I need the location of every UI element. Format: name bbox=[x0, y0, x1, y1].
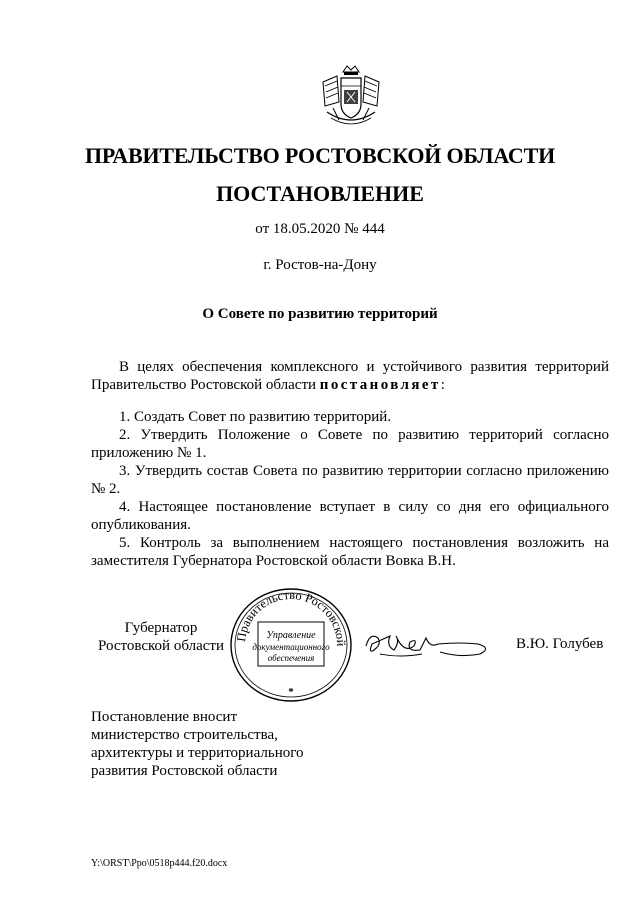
introducer-line: архитектуры и территориального bbox=[91, 745, 304, 761]
coat-of-arms-icon bbox=[317, 62, 385, 130]
intro-end: : bbox=[440, 377, 445, 393]
intro-keyword: постановляет bbox=[319, 377, 441, 393]
intro-text: В целях обеспечения комплексного и устойчивого развития территорий Правительство Ростовской области bbox=[91, 359, 609, 393]
document-date-number: от 18.05.2020 № 444 bbox=[255, 221, 385, 237]
introducer-line: министерство строительства, bbox=[91, 727, 278, 743]
seal-inner-line3: обеспечения bbox=[267, 653, 315, 663]
seal-inner-line1: Управление bbox=[266, 630, 316, 641]
signatory-position-line1: Губернатор bbox=[124, 620, 198, 636]
introducer-line: Постановление вносит bbox=[91, 709, 238, 725]
point-item: 4. Настоящее постановление вступает в силу со дня его официального опубликования. bbox=[91, 499, 609, 533]
government-title: ПРАВИТЕЛЬСТВО РОСТОВСКОЙ ОБЛАСТИ bbox=[84, 143, 556, 168]
point-item: 3. Утвердить состав Совета по развитию территории согласно приложению № 2. bbox=[91, 463, 609, 497]
seal-star: * bbox=[288, 686, 294, 698]
resolution-points bbox=[91, 408, 609, 570]
introducer-line: развития Ростовской области bbox=[91, 763, 278, 779]
signatory-position bbox=[91, 619, 231, 655]
point-item: 1. Создать Совет по развитию территорий. bbox=[119, 409, 392, 425]
file-path: Y:\ORST\Ppo\0518p444.f20.docx bbox=[91, 858, 228, 869]
signatory-position-line2: Ростовской области bbox=[98, 638, 224, 654]
intro-paragraph bbox=[91, 358, 609, 394]
seal-inner-line2: документационного bbox=[252, 642, 330, 652]
point-item: 5. Контроль за выполнением настоящего постановления возложить на заместителя Губернатора Ростовской области Вовка В.Н. bbox=[91, 535, 609, 569]
document-city: г. Ростов-на-Дону bbox=[263, 257, 377, 273]
introducer-block bbox=[91, 708, 351, 780]
document-type: ПОСТАНОВЛЕНИЕ bbox=[216, 181, 424, 206]
seal-outer-text: Правительство Ростовской bbox=[234, 587, 349, 647]
document-subject: О Совете по развитию территорий bbox=[202, 306, 438, 322]
official-seal bbox=[228, 586, 354, 704]
signatory-name: В.Ю. Голубев bbox=[516, 636, 604, 652]
handwritten-signature bbox=[360, 624, 500, 664]
point-item: 2. Утвердить Положение о Совете по развитию территорий согласно приложению № 1. bbox=[91, 427, 609, 461]
